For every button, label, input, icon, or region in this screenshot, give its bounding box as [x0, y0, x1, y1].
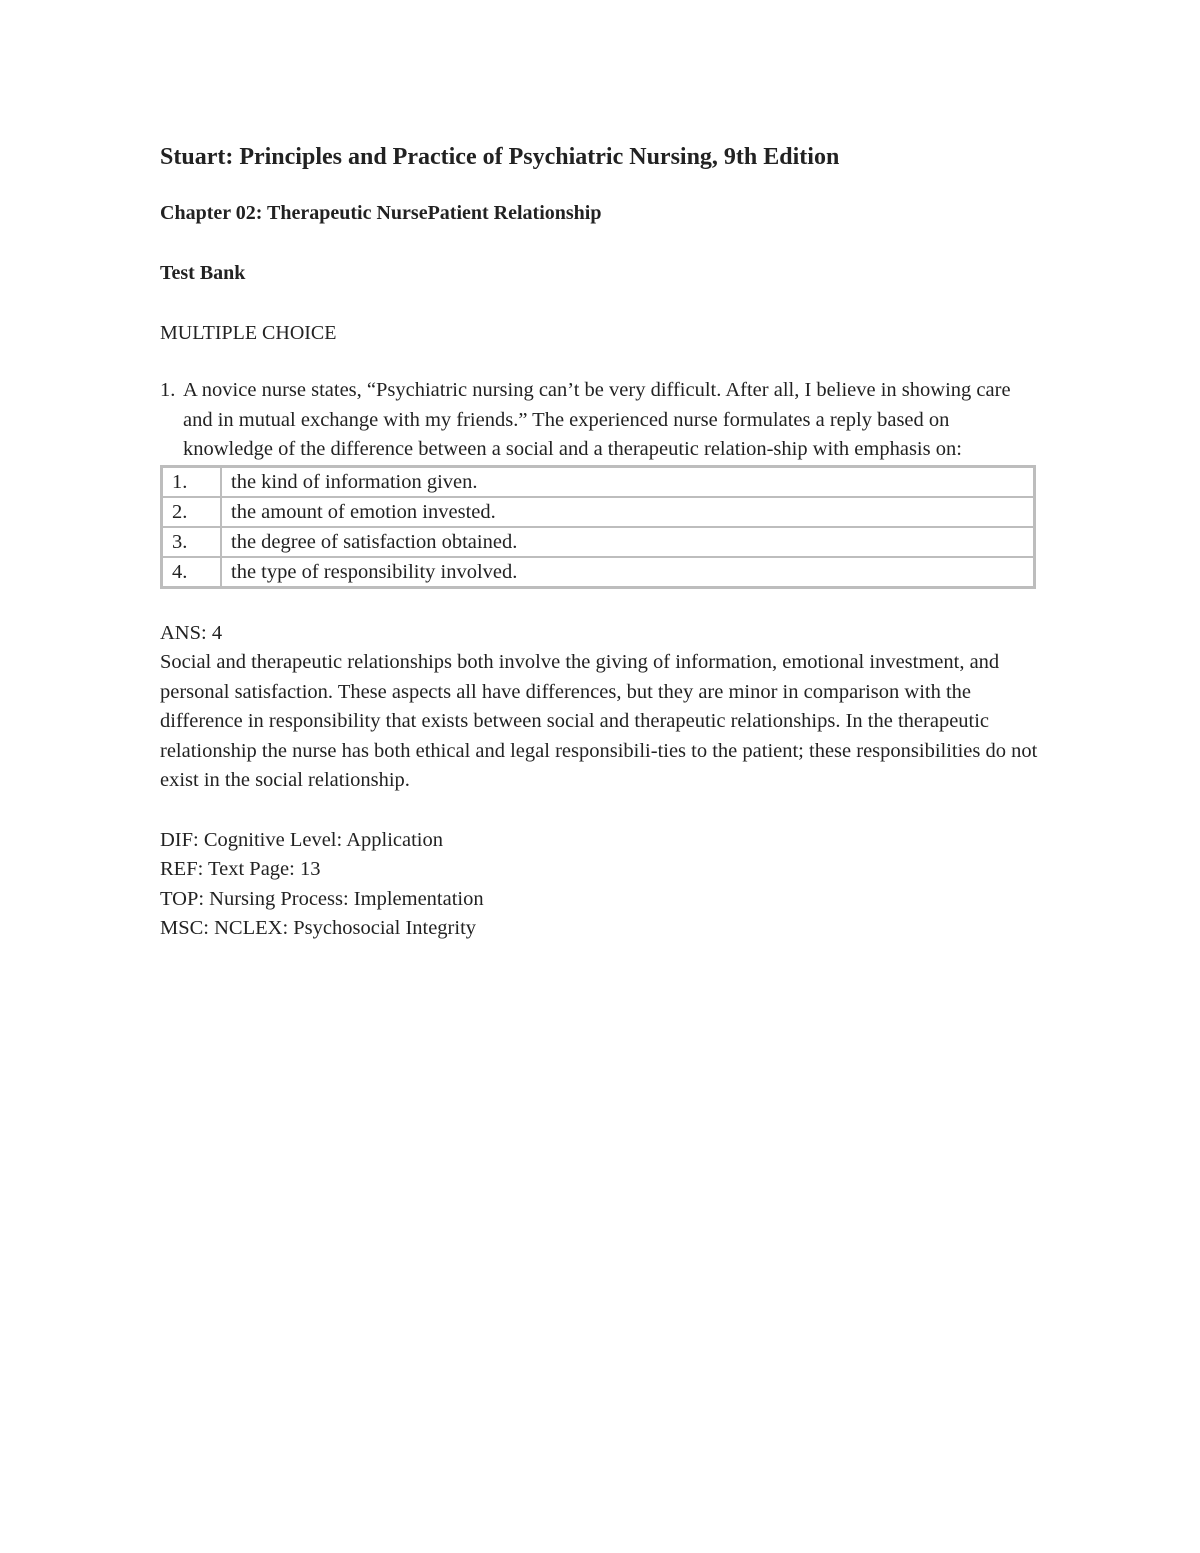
choice-row [162, 467, 1034, 497]
choice-number: 2. [162, 497, 221, 527]
answer-choices-table [160, 465, 1036, 589]
question-stem: A novice nurse states, “Psychiatric nursing can’t be very difficult. After all, I believe in showing care and in mutual exchange with my friends.” The experienced nurse formulates a reply based on knowledge of the difference between a social and a therapeutic relation-ship with emphasis on: [183, 379, 1011, 460]
question-1 [160, 376, 1040, 465]
document-page [160, 141, 1040, 944]
answer-label: ANS: 4 [160, 621, 223, 644]
answer-block [160, 619, 1040, 796]
choice-row [162, 527, 1034, 557]
choice-number: 3. [162, 527, 221, 557]
section-label: Test Bank [160, 262, 246, 284]
document-title: Stuart: Principles and Practice of Psychiatric Nursing, 9th Edition [160, 144, 840, 170]
choice-row [162, 497, 1034, 527]
choice-text: the amount of emotion invested. [221, 497, 1034, 527]
answer-rationale: Social and therapeutic relationships both involve the giving of information, emotional investment, and personal satisfaction. These aspects all have differences, but they are minor in comparison with the difference in responsibility that exists between social and therapeutic relationships. In the therapeutic relationship the nurse has both ethical and legal responsibili-ties to the patient; these responsibilities do not exist in the social relationship. [160, 651, 1038, 791]
question-metadata [160, 826, 1040, 944]
msc-line: MSC: NCLEX: Psychosocial Integrity [160, 917, 477, 939]
question-type-label: MULTIPLE CHOICE [160, 322, 337, 344]
choice-row [162, 557, 1034, 587]
choice-text: the degree of satisfaction obtained. [221, 527, 1034, 557]
choice-text: the type of responsibility involved. [221, 557, 1034, 587]
chapter-title: Chapter 02: Therapeutic NursePatient Relationship [160, 202, 602, 224]
reference-line: REF: Text Page: 13 [160, 858, 321, 880]
choice-text: the kind of information given. [221, 467, 1034, 497]
choice-number: 4. [162, 557, 221, 587]
question-number: 1. [160, 379, 176, 401]
topic-line: TOP: Nursing Process: Implementation [160, 887, 484, 910]
difficulty-line: DIF: Cognitive Level: Application [160, 828, 443, 851]
choice-number: 1. [162, 467, 221, 497]
